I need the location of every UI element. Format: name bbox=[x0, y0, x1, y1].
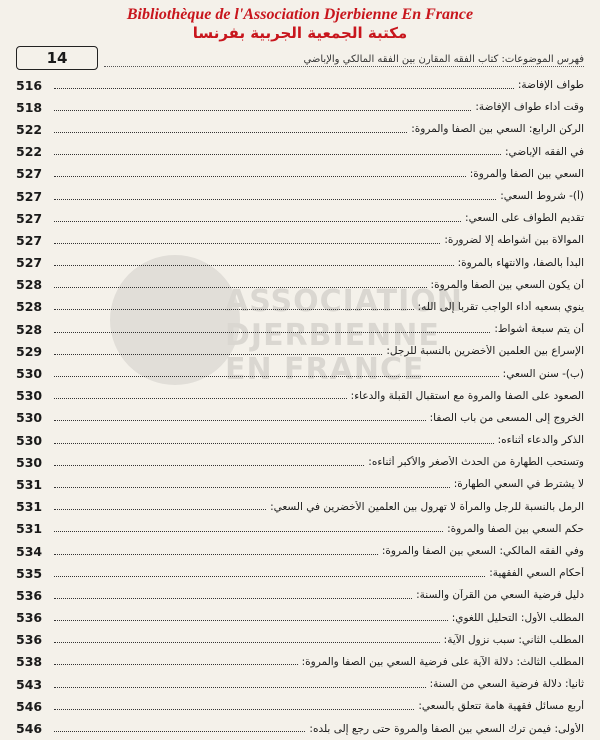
toc-entry-page: 543 bbox=[16, 676, 43, 692]
toc-entry bbox=[16, 518, 584, 540]
toc-entry-title: الصعود على الصفا والمروة مع استقبال القبلة والدعاء: bbox=[350, 389, 584, 402]
toc-leader-dots bbox=[54, 398, 347, 399]
toc-entry-title: وفي الفقه المالكي: السعي بين الصفا والمروة: bbox=[381, 545, 584, 558]
library-name-french: Bibliothèque de l'Association Djerbienne En France bbox=[126, 6, 474, 23]
toc-entry bbox=[16, 141, 584, 163]
toc-leader-dots bbox=[54, 287, 427, 288]
toc-leader-dots bbox=[54, 420, 426, 421]
toc-entry-page: 536 bbox=[16, 610, 43, 626]
toc-entry-title: الرمل بالنسبة للرجل والمرأة لا تهرول بين العلمين الأخضرين في السعي: bbox=[270, 500, 584, 513]
toc-entry bbox=[16, 496, 584, 518]
toc-leader-dots bbox=[54, 531, 443, 532]
toc-entry bbox=[16, 362, 584, 384]
toc-entry-page: 538 bbox=[16, 654, 43, 670]
toc-entry bbox=[16, 163, 584, 185]
toc-entry-title: (ب)- سنن السعي: bbox=[502, 367, 584, 380]
toc-leader-dots bbox=[54, 487, 450, 488]
toc-entry-page: 527 bbox=[16, 255, 43, 271]
toc-entry bbox=[16, 96, 584, 118]
toc-entry-page: 531 bbox=[16, 499, 43, 515]
toc-entry bbox=[16, 207, 584, 229]
toc-entry-title: أربع مسائل فقهية هامة تتعلق بالسعي: bbox=[418, 700, 584, 713]
toc-entry-title: الذكر والدعاء أثناءه: bbox=[497, 434, 584, 447]
toc-entry-title: تقديم الطواف على السعي: bbox=[465, 212, 584, 225]
toc-leader-dots bbox=[54, 687, 426, 688]
toc-entry-page: 528 bbox=[16, 321, 43, 337]
toc-entry-page: 518 bbox=[16, 99, 43, 115]
toc-entry-page: 527 bbox=[16, 188, 43, 204]
toc-entry-page: 527 bbox=[16, 232, 43, 248]
toc-entry-page: 535 bbox=[16, 565, 43, 581]
toc-leader-dots bbox=[54, 110, 471, 111]
toc-entry bbox=[16, 185, 584, 207]
toc-entry-page: 530 bbox=[16, 454, 43, 470]
toc-entry-page: 528 bbox=[16, 299, 43, 315]
toc-leader-dots bbox=[54, 354, 382, 355]
toc-entry-title: وقت أداء طواف الإفاضة: bbox=[475, 101, 584, 114]
toc-leader-dots bbox=[54, 554, 378, 555]
toc-entry bbox=[16, 252, 584, 274]
toc-entry-title: المطلب الأول: التحليل اللغوي: bbox=[451, 611, 584, 624]
toc-entry-page: 530 bbox=[16, 410, 43, 426]
toc-leader-dots bbox=[54, 709, 414, 710]
toc-leader-dots bbox=[54, 620, 448, 621]
toc-entry-page: 522 bbox=[16, 121, 43, 137]
toc-entry-title: السعي بين الصفا والمروة: bbox=[469, 167, 584, 180]
page-number: 14 bbox=[16, 46, 98, 70]
toc-entry-page: 534 bbox=[16, 543, 43, 559]
toc-entry bbox=[16, 296, 584, 318]
toc-leader-dots bbox=[54, 664, 298, 665]
toc-entry bbox=[16, 473, 584, 495]
toc-entry bbox=[16, 74, 584, 96]
toc-entry-title: الركن الرابع: السعي بين الصفا والمروة: bbox=[411, 123, 584, 136]
toc-leader-dots bbox=[54, 598, 412, 599]
toc-leader-dots bbox=[54, 154, 501, 155]
toc-leader-dots bbox=[54, 221, 461, 222]
toc-entry-title: دليل فرضية السعي من القرآن والسنة: bbox=[416, 589, 584, 602]
toc-entry-page: 536 bbox=[16, 632, 43, 648]
toc-entry-title: ينوي بسعيه أداء الواجب تقرباً إلى الله: bbox=[417, 300, 584, 313]
toc-leader-dots bbox=[54, 132, 407, 133]
toc-entry-title: طواف الإفاضة: bbox=[517, 79, 584, 92]
toc-entry-title: المطلب الثالث: دلالة الآية على فرضية السعي بين الصفا والمروة: bbox=[301, 655, 584, 668]
toc-entry-title: في الفقه الإباضي: bbox=[504, 145, 584, 158]
toc-entry bbox=[16, 562, 584, 584]
watermark-text: ASSOCIATION DJERBIENNE EN FRANCE bbox=[225, 284, 463, 387]
toc-entry-title: حكم السعي بين الصفا والمروة: bbox=[447, 522, 584, 535]
header-divider bbox=[104, 66, 584, 67]
toc-entry bbox=[16, 340, 584, 362]
toc-entry-title: الموالاة بين أشواطه إلا لضرورة: bbox=[444, 234, 584, 247]
toc-leader-dots bbox=[54, 376, 499, 377]
toc-entry-title: الإسراع بين العلمين الأخضرين بالنسبة للرجل: bbox=[386, 345, 584, 358]
toc-entry-page: 516 bbox=[16, 77, 43, 93]
library-header bbox=[0, 6, 600, 43]
toc-entry bbox=[16, 407, 584, 429]
toc-entry-page: 522 bbox=[16, 144, 43, 160]
toc-entry bbox=[16, 318, 584, 340]
toc-leader-dots bbox=[54, 199, 496, 200]
table-of-contents bbox=[16, 74, 584, 740]
toc-entry-page: 546 bbox=[16, 721, 43, 737]
toc-entry-title: الأولى: فيمن ترك السعي بين الصفا والمروة حتى رجع إلى بلده: bbox=[309, 722, 584, 735]
toc-entry-title: أن يكون السعي بين الصفا والمروة: bbox=[430, 278, 584, 291]
toc-leader-dots bbox=[54, 332, 490, 333]
toc-entry bbox=[16, 229, 584, 251]
toc-entry bbox=[16, 584, 584, 606]
toc-leader-dots bbox=[54, 309, 414, 310]
toc-entry-page: 527 bbox=[16, 166, 43, 182]
toc-entry-page: 536 bbox=[16, 587, 43, 603]
toc-leader-dots bbox=[54, 176, 466, 177]
toc-leader-dots bbox=[54, 642, 440, 643]
toc-entry-page: 546 bbox=[16, 698, 43, 714]
toc-entry bbox=[16, 717, 584, 739]
toc-entry-title: المطلب الثاني: سبب نزول الآية: bbox=[443, 633, 584, 646]
toc-entry bbox=[16, 695, 584, 717]
toc-leader-dots bbox=[54, 243, 440, 244]
toc-leader-dots bbox=[54, 88, 514, 89]
toc-entry-title: ثانياً: دلالة فرضية السعي من السنة: bbox=[429, 678, 584, 691]
running-title: فهرس الموضوعات: كتاب الفقه المقارن بين الفقه المالكي والإباضي bbox=[303, 54, 584, 65]
toc-entry bbox=[16, 429, 584, 451]
toc-entry-page: 531 bbox=[16, 521, 43, 537]
toc-entry-title: وتستحب الطهارة من الحدث الأصغر والأكبر أثناءه: bbox=[368, 456, 584, 469]
toc-entry-title: أن يتم سبعة أشواط: bbox=[494, 323, 584, 336]
toc-entry-page: 530 bbox=[16, 432, 43, 448]
toc-entry bbox=[16, 385, 584, 407]
toc-entry bbox=[16, 451, 584, 473]
toc-entry bbox=[16, 651, 584, 673]
toc-entry bbox=[16, 540, 584, 562]
library-name-arabic: مكتبة الجمعية الجربية بفرنسا bbox=[192, 24, 408, 42]
toc-leader-dots bbox=[54, 265, 454, 266]
toc-entry bbox=[16, 673, 584, 695]
toc-entry-title: أحكام السعي الفقهية: bbox=[489, 567, 584, 580]
toc-leader-dots bbox=[54, 731, 305, 732]
toc-entry bbox=[16, 629, 584, 651]
toc-entry-page: 530 bbox=[16, 366, 43, 382]
toc-leader-dots bbox=[54, 509, 266, 510]
toc-entry-title: البدأ بالصفا، والانتهاء بالمروة: bbox=[457, 256, 584, 269]
toc-entry-title: لا يشترط في السعي الطهارة: bbox=[453, 478, 584, 491]
toc-entry-page: 528 bbox=[16, 277, 43, 293]
toc-entry-page: 529 bbox=[16, 343, 43, 359]
toc-entry-page: 527 bbox=[16, 210, 43, 226]
toc-entry-page: 530 bbox=[16, 388, 43, 404]
toc-leader-dots bbox=[54, 465, 364, 466]
toc-entry-title: الخروج إلى المسعى من باب الصفا: bbox=[429, 411, 584, 424]
toc-entry-title: (أ)- شروط السعي: bbox=[500, 190, 584, 203]
toc-leader-dots bbox=[54, 443, 494, 444]
toc-leader-dots bbox=[54, 576, 485, 577]
toc-entry-page: 531 bbox=[16, 476, 43, 492]
toc-entry bbox=[16, 607, 584, 629]
toc-entry bbox=[16, 118, 584, 140]
toc-entry bbox=[16, 274, 584, 296]
